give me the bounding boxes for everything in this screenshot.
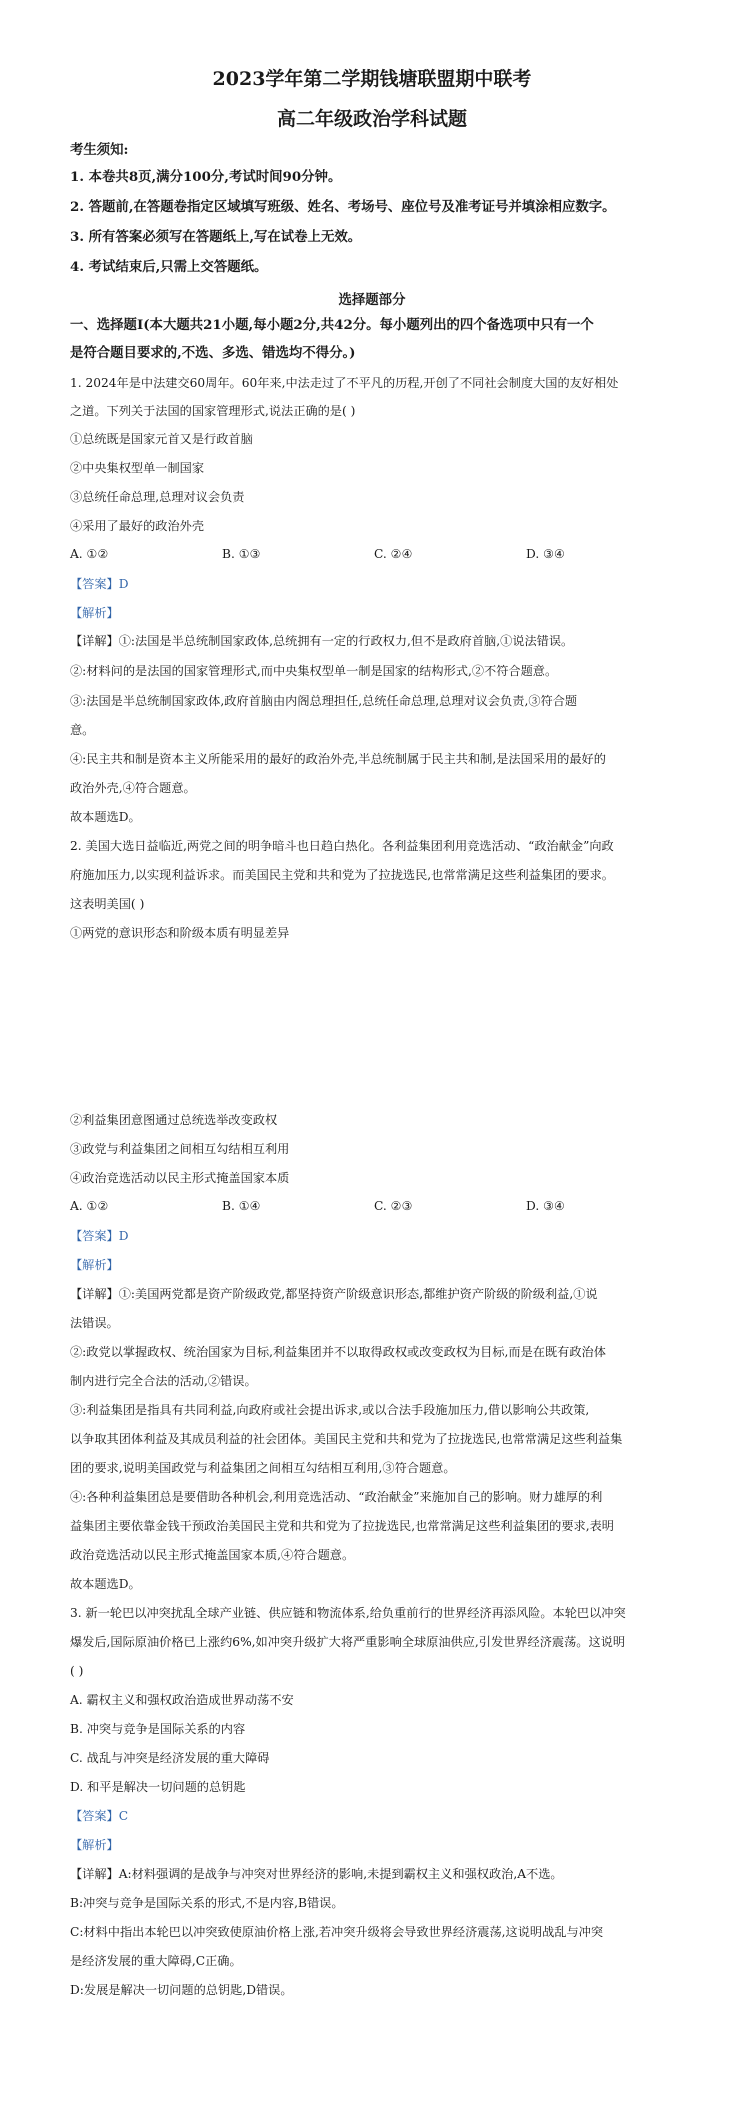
q3-stem: ( ) (70, 1664, 84, 1678)
q2-option-d: D. ③④ (526, 1199, 565, 1213)
q3-option-d: D. 和平是解决一切问题的总钥匙 (70, 1780, 246, 1794)
q3-detail: D:发展是解决一切问题的总钥匙,D错误。 (70, 1983, 293, 1997)
q1-statement: ③总统任命总理,总理对议会负责 (70, 490, 245, 504)
q2-detail: 以争取其团体利益及其成员利益的社会团体。美国民主党和共和党为了拉拢选民,也常常满足这些利益集 (70, 1432, 623, 1446)
q1-detail: ②:材料问的是法国的国家管理形式,而中央集权型单一制是国家的结构形式,②不符合题意。 (70, 664, 558, 678)
q2-detail: 团的要求,说明美国政党与利益集团之间相互勾结相互利用,③符合题意。 (70, 1461, 456, 1475)
q2-stem: 府施加压力,以实现利益诉求。而美国民主党和共和党为了拉拢选民,也常常满足这些利益集团的要求。 (70, 868, 614, 882)
q2-detail: ③:利益集团是指具有共同利益,向政府或社会提出诉求,或以合法手段施加压力,借以影响公共政策, (70, 1403, 590, 1417)
q2-detail: 故本题选D。 (70, 1577, 141, 1591)
q3-option-a: A. 霸权主义和强权政治造成世界动荡不安 (70, 1693, 294, 1707)
q1-statement: ④采用了最好的政治外壳 (70, 519, 205, 533)
q2-statement: ①两党的意识形态和阶级本质有明显差异 (70, 926, 290, 940)
q3-stem: 3. 新一轮巴以冲突扰乱全球产业链、供应链和物流体系,给负重前行的世界经济再添风险。本轮巴以冲突 (70, 1606, 626, 1620)
section-intro: 是符合题目要求的,不选、多选、错选均不得分。) (70, 345, 356, 361)
q1-option-a: A. ①② (70, 547, 109, 561)
q1-detail: ④:民主共和制是资本主义所能采用的最好的政治外壳,半总统制属于民主共和制,是法国采用的最好的 (70, 752, 606, 766)
q2-detail: ②:政党以掌握政权、统治国家为目标,利益集团并不以取得政权或改变政权为目标,而是在既有政治体 (70, 1345, 606, 1359)
q3-analysis-label: 【解析】 (70, 1838, 119, 1852)
q2-detail: 制内进行完全合法的活动,②错误。 (70, 1374, 257, 1388)
q1-analysis-label: 【解析】 (70, 606, 119, 620)
notice-item: 4. 考试结束后,只需上交答题纸。 (70, 259, 268, 275)
q2-option-c: C. ②③ (374, 1199, 413, 1213)
q2-detail: 法错误。 (70, 1316, 119, 1330)
q3-detail: 【详解】A:材料强调的是战争与冲突对世界经济的影响,未提到霸权主义和强权政治,A不选。 (70, 1867, 563, 1881)
q1-statement: ①总统既是国家元首又是行政首脑 (70, 432, 253, 446)
q2-statement: ②利益集团意图通过总统选举改变政权 (70, 1113, 278, 1127)
q3-detail: 是经济发展的重大障碍,C正确。 (70, 1954, 242, 1968)
q1-option-d: D. ③④ (526, 547, 565, 561)
q1-detail: ③:法国是半总统制国家政体,政府首脑由内阁总理担任,总统任命总理,总理对议会负责,③符合题 (70, 694, 578, 708)
q1-detail: 意。 (70, 723, 95, 737)
q2-detail: ④:各种利益集团总是要借助各种机会,利用竞选活动、“政治献金”来施加自己的影响。财力雄厚的利 (70, 1490, 603, 1504)
q2-statement: ③政党与利益集团之间相互勾结相互利用 (70, 1142, 290, 1156)
q2-detail: 政治竞选活动以民主形式掩盖国家本质,④符合题意。 (70, 1548, 355, 1562)
q3-option-c: C. 战乱与冲突是经济发展的重大障碍 (70, 1751, 270, 1765)
q1-stem: 1. 2024年是中法建交60周年。60年来,中法走过了不平凡的历程,开创了不同社会制度大国的友好相处 (70, 376, 619, 390)
q1-stem: 之道。下列关于法国的国家管理形式,说法正确的是( ) (70, 404, 356, 418)
q2-statement: ④政治竞选活动以民主形式掩盖国家本质 (70, 1171, 290, 1185)
q1-detail: 故本题选D。 (70, 810, 141, 824)
q3-detail: B:冲突与竞争是国际关系的形式,不是内容,B错误。 (70, 1896, 344, 1910)
exam-subtitle: 高二年级政治学科试题 (276, 108, 467, 130)
section-title: 选择题部分 (338, 292, 406, 308)
q2-stem: 2. 美国大选日益临近,两党之间的明争暗斗也日趋白热化。各利益集团利用竞选活动、“政治献金”向政 (70, 839, 614, 853)
q2-detail: 【详解】①:美国两党都是资产阶级政党,都坚持资产阶级意识形态,都维护资产阶级的阶级利益,①说 (70, 1287, 598, 1301)
notice-heading: 考生须知: (70, 142, 129, 158)
q1-answer: 【答案】D (70, 577, 129, 591)
notice-item: 3. 所有答案必须写在答题纸上,写在试卷上无效。 (70, 229, 362, 245)
q2-stem: 这表明美国( ) (70, 897, 145, 911)
section-intro: 一、选择题Ⅰ(本大题共21小题,每小题2分,共42分。每小题列出的四个备选项中只有一个 (70, 317, 594, 333)
notice-item: 1. 本卷共8页,满分100分,考试时间90分钟。 (70, 169, 342, 185)
q2-option-b: B. ①④ (222, 1199, 261, 1213)
q3-option-b: B. 冲突与竞争是国际关系的内容 (70, 1722, 246, 1736)
q1-detail: 【详解】①:法国是半总统制国家政体,总统拥有一定的行政权力,但不是政府首脑,①说法错误。 (70, 634, 574, 648)
q3-answer: 【答案】C (70, 1809, 129, 1823)
q1-option-c: C. ②④ (374, 547, 413, 561)
exam-title: 2023学年第二学期钱塘联盟期中联考 (212, 68, 532, 90)
q2-answer: 【答案】D (70, 1229, 129, 1243)
q1-option-b: B. ①③ (222, 547, 261, 561)
q1-detail: 政治外壳,④符合题意。 (70, 781, 196, 795)
q2-detail: 益集团主要依靠金钱干预政治美国民主党和共和党为了拉拢选民,也常常满足这些利益集团的要求,表明 (70, 1519, 614, 1533)
notice-item: 2. 答题前,在答题卷指定区域填写班级、姓名、考场号、座位号及准考证号并填涂相应数字。 (70, 199, 616, 215)
q1-statement: ②中央集权型单一制国家 (70, 461, 205, 475)
q3-stem: 爆发后,国际原油价格已上涨约6%,如冲突升级扩大将严重影响全球原油供应,引发世界经济震荡。这说明 (70, 1635, 626, 1649)
q2-option-a: A. ①② (70, 1199, 109, 1213)
q3-detail: C:材料中指出本轮巴以冲突致使原油价格上涨,若冲突升级将会导致世界经济震荡,这说明战乱与冲突 (70, 1925, 604, 1939)
q2-analysis-label: 【解析】 (70, 1258, 119, 1272)
